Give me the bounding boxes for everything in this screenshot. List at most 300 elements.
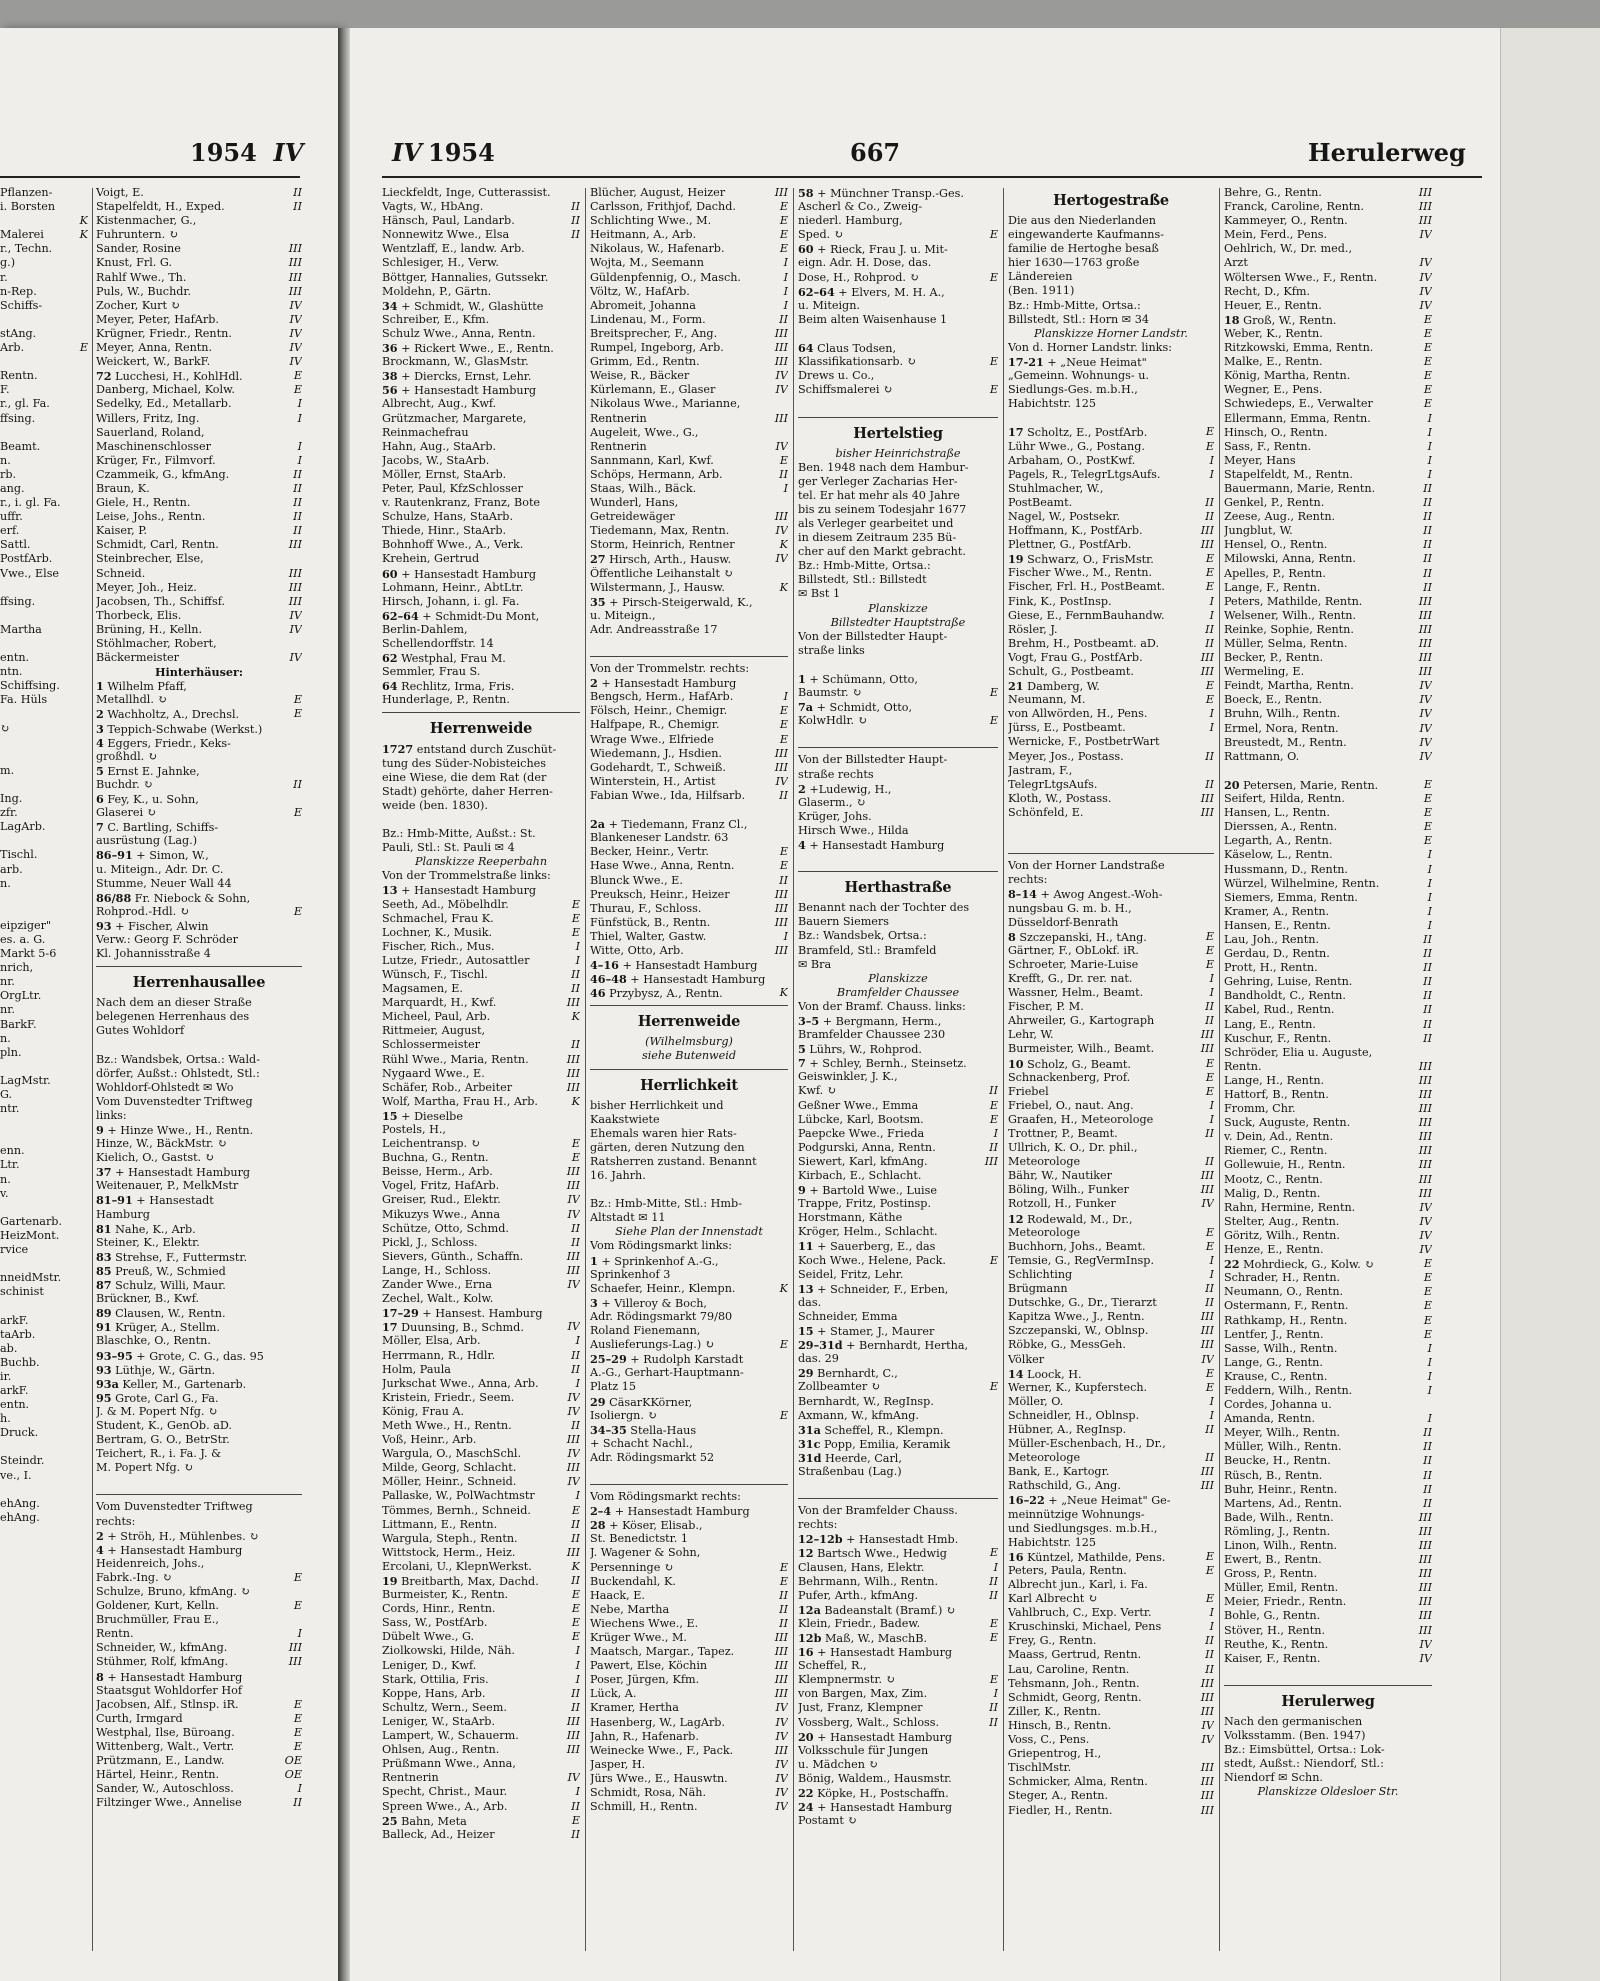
street-heading: Herthastraße [844, 879, 952, 897]
floor-code: E [779, 1408, 788, 1422]
directory-line [96, 623, 302, 637]
directory-line [382, 1208, 580, 1222]
directory-line [0, 1271, 88, 1285]
floor-code: E [989, 270, 998, 284]
floor-code: IV [1419, 1243, 1432, 1257]
entry-text: Getreidewäger [590, 510, 675, 524]
directory-line [382, 1532, 580, 1546]
directory-line [798, 186, 998, 200]
directory-line [798, 355, 998, 369]
directory-line [590, 1687, 788, 1701]
entry-text: Goldener, Kurt, Kelln. [96, 1599, 219, 1613]
directory-line [382, 1024, 580, 1038]
floor-code: E [779, 1338, 788, 1352]
floor-code: III [288, 538, 302, 552]
entry-text: Schiffsmalerei ↻ [798, 383, 893, 397]
entry-text: Bz.: Hmb-Mitte, Außst.: St. [382, 827, 536, 841]
floor-code: II [1423, 989, 1432, 1003]
directory-line [382, 186, 580, 200]
directory-line [96, 524, 302, 538]
house-number: 58 [798, 186, 814, 200]
entry-text: Sped. ↻ [798, 228, 844, 242]
entry-text: Bähr, W., Nautiker [1008, 1169, 1113, 1183]
entry-text: Buhr, Heinr., Rentn. [1224, 1482, 1338, 1496]
entry-text: Kistenmacher, G., [96, 214, 197, 228]
entry-text: Graafen, H., Meteorologe [1008, 1112, 1154, 1126]
house-number: 3–5 [798, 1013, 820, 1028]
directory-line [382, 813, 580, 827]
entry-text: ab. [0, 1341, 18, 1355]
entry-text: Schwiedeps, E., Verwalter [1224, 397, 1373, 411]
floor-code: IV [567, 1278, 580, 1292]
directory-line [798, 824, 998, 838]
entry-text: St. Benedictstr. 1 [590, 1532, 689, 1546]
directory-line [0, 1003, 88, 1017]
floor-code: I [1427, 890, 1432, 904]
entry-text: Stumme, Neuer Wall 44 [96, 876, 232, 890]
entry-text: Horstmann, Käthe [798, 1211, 903, 1225]
entry-text: Wunderl, Hans, [590, 496, 679, 510]
entry-text: Stark, Ottilia, Fris. [382, 1672, 489, 1686]
floor-code: I [1209, 1620, 1214, 1634]
entry-text: Marquardt, H., Kwf. [382, 996, 497, 1010]
entry-text: Preuß, W., Schmied [115, 1264, 226, 1278]
directory-line [382, 595, 580, 609]
directory-line [1008, 679, 1214, 693]
entry-text: Wünsch, F., Tischl. [382, 967, 488, 981]
column-3 [798, 186, 998, 1961]
floor-code: III [288, 1655, 302, 1669]
house-number: 20 [1224, 777, 1240, 792]
entry-text: + Villeroy & Boch, [601, 1296, 707, 1310]
directory-line [0, 722, 88, 736]
entry-text: Henze, E., Rentn. [1224, 1243, 1324, 1257]
entry-text: Rodewald, M., Dr., [1027, 1212, 1133, 1226]
directory-line [798, 369, 998, 383]
left-header-district: IV [273, 138, 304, 167]
entry-text: Schreiber, E., Kfm. [382, 312, 490, 326]
floor-code: E [779, 1560, 788, 1574]
floor-code: I [1209, 594, 1214, 608]
house-number: 3 [590, 1295, 598, 1310]
directory-line [1224, 1243, 1432, 1257]
directory-line [0, 1342, 88, 1356]
directory-line [798, 1000, 998, 1014]
entry-text: Hamburg [96, 1207, 150, 1221]
floor-code: K [779, 1281, 788, 1295]
entry-text: Rahn, Hermine, Rentn. [1224, 1200, 1356, 1214]
plan-reference: Planskizze [868, 601, 928, 615]
directory-line [96, 1726, 302, 1740]
directory-line [0, 679, 88, 693]
entry-text: in diesem Zeitraum 235 Bü- [798, 531, 957, 545]
entry-text: Grützmacher, Margarete, [382, 411, 527, 425]
directory-line [1008, 1536, 1214, 1550]
house-number: 15 [382, 1108, 398, 1123]
entry-text: Lau, Joh., Rentn. [1224, 932, 1320, 946]
entry-text: Rattmann, O. [1224, 749, 1300, 763]
directory-line [590, 1561, 788, 1575]
directory-line [1008, 566, 1214, 580]
floor-code: III [1418, 1623, 1432, 1637]
entry-text: Oehlrich, W., Dr. med., [1224, 242, 1352, 256]
entry-text: Röbke, G., MessGeh. [1008, 1338, 1126, 1352]
directory-line [798, 714, 998, 728]
house-number: 81 [96, 1221, 112, 1236]
directory-line [1224, 750, 1432, 764]
directory-line [798, 796, 998, 810]
directory-line [0, 651, 88, 665]
floor-code: E [571, 1616, 580, 1630]
entry-text: nr. [0, 1003, 15, 1017]
entry-text: dörfer, Außst.: Ohlstedt, Stl.: [96, 1066, 260, 1080]
entry-text: Hensel, O., Rentn. [1224, 538, 1328, 552]
floor-code: E [989, 686, 998, 700]
house-number: 62–64 [798, 284, 835, 299]
entry-text: Sannmann, Karl, Kwf. [590, 453, 714, 467]
directory-line [590, 1155, 788, 1169]
floor-code: III [1418, 1102, 1432, 1116]
entry-text: es. a. G. [0, 932, 46, 946]
entry-text: entstand durch Zuschüt- [416, 743, 557, 757]
entry-text: Wegner, E., Pens. [1224, 383, 1323, 397]
directory-line [1224, 1018, 1432, 1032]
directory-line [382, 869, 580, 883]
entry-text: straße links [798, 643, 865, 657]
entry-text: Malerei [0, 228, 44, 242]
directory-line [1008, 707, 1214, 721]
directory-line [0, 1173, 88, 1187]
entry-text: Hattorf, B., Rentn. [1224, 1088, 1329, 1101]
entry-text: u. Miteign., Adr. Dr. C. [96, 862, 224, 876]
entry-text: + Hansestadt Hmb. [846, 1533, 959, 1547]
entry-text: Giele, H., Rentn. [96, 496, 191, 510]
directory-line [1224, 665, 1432, 679]
floor-code: IV [289, 326, 302, 340]
entry-text: Hinze, W., BäckMstr. ↻ [96, 1137, 227, 1151]
directory-line [1008, 270, 1214, 284]
directory-line [0, 524, 88, 538]
directory-line [0, 341, 88, 355]
entry-text: Stapelfeldt, H., Exped. [96, 200, 225, 214]
directory-line [382, 1109, 580, 1123]
directory-line [96, 426, 302, 440]
entry-text: M. Popert Nfg. ↻ [96, 1461, 194, 1475]
floor-code: III [288, 1641, 302, 1655]
directory-line [0, 426, 88, 440]
directory-line [96, 1038, 302, 1052]
floor-code: E [293, 1725, 302, 1739]
directory-line [798, 1324, 998, 1338]
directory-line [96, 863, 302, 877]
directory-line [590, 1113, 788, 1127]
directory-line [590, 1490, 788, 1504]
entry-text: Heuer, E., Rentn. [1224, 298, 1322, 312]
entry-text: eingewanderte Kaufmanns- [1008, 228, 1165, 242]
directory-line [1224, 369, 1432, 383]
entry-text: Wassner, Helm., Beamt. [1008, 986, 1144, 1000]
directory-line [1224, 1511, 1432, 1525]
entry-text: Bauern Siemers [798, 915, 890, 929]
directory-line [590, 397, 788, 411]
directory-line [96, 341, 302, 355]
entry-text: ger Verleger Zacharias Her- [798, 474, 958, 488]
directory-line [1224, 256, 1432, 270]
floor-code: I [1209, 467, 1214, 481]
entry-text: + Hansestadt Hamburg [107, 1543, 243, 1557]
directory-line [798, 1338, 998, 1352]
section-divider [1008, 853, 1214, 854]
directory-line [590, 1730, 788, 1744]
floor-code: III [566, 1165, 580, 1179]
directory-line [798, 1465, 998, 1479]
directory-line [590, 1282, 788, 1296]
floor-code: E [571, 911, 580, 925]
entry-text: Lange, F., Rentn. [1224, 580, 1321, 594]
entry-text: + Schmidt, Otto, [816, 701, 913, 715]
entry-text: Roland Fienemann, [590, 1324, 701, 1338]
floor-code: III [566, 1545, 580, 1559]
entry-text: Hansen, L., Rentn. [1224, 806, 1330, 820]
entry-text: Malig, D., Rentn. [1224, 1186, 1321, 1200]
floor-code: III [1200, 1169, 1214, 1183]
entry-text: Fabian Wwe., Ida, Hilfsarb. [590, 788, 746, 802]
directory-line [0, 595, 88, 609]
directory-line [1008, 1254, 1214, 1268]
entry-text: Nahe, K., Arb. [115, 1222, 196, 1236]
directory-line [1008, 930, 1214, 944]
directory-line [1008, 1000, 1214, 1014]
floor-code: III [774, 1631, 788, 1644]
entry-text: Von der Billstedter Haupt- [798, 629, 948, 643]
house-number: 4 [96, 735, 104, 750]
directory-line [1224, 1553, 1432, 1567]
directory-line [96, 214, 302, 228]
directory-line [382, 454, 580, 468]
entry-text: Zocher, Kurt ↻ [96, 298, 180, 312]
left-page [0, 28, 340, 1981]
directory-line [1224, 848, 1432, 862]
plan-reference: Planskizze Reeperbahn [414, 855, 548, 869]
entry-text: Reinke, Sophie, Rentn. [1224, 622, 1354, 636]
directory-line [382, 1828, 580, 1842]
floor-code: E [293, 806, 302, 820]
directory-line [96, 567, 302, 581]
floor-code: I [783, 929, 788, 943]
directory-line [96, 1109, 302, 1123]
floor-code: III [1200, 1310, 1214, 1324]
directory-line [590, 930, 788, 944]
floor-code: II [1205, 622, 1214, 636]
directory-line [0, 933, 88, 947]
directory-line [798, 1155, 998, 1169]
entry-text: + Hansestadt Hamburg [601, 677, 737, 691]
floor-code: IV [567, 1207, 580, 1221]
directory-line [0, 1243, 88, 1257]
entry-text: ang. [0, 481, 25, 495]
directory-line [0, 778, 88, 792]
entry-text: Paepcke Wwe., Frieda [798, 1126, 925, 1140]
entry-text: Niendorf ✉ Schn. [1224, 1771, 1323, 1785]
entry-text: Welsener, Wilh., Rentn. [1224, 608, 1357, 622]
directory-line [0, 947, 88, 961]
entry-text: TelegrLtgsAufs. [1008, 777, 1098, 791]
entry-text: Schneidler, H., Oblnsp. [1008, 1408, 1140, 1422]
section-divider [590, 1069, 788, 1070]
directory-line [1224, 947, 1432, 961]
directory-line [1008, 609, 1214, 623]
entry-text: Nikolaus, W., Hafenarb. [590, 242, 725, 256]
entry-text: Moldehn, P., Gärtn. [382, 284, 492, 298]
entry-text: Rotzoll, H., Funker [1008, 1197, 1116, 1211]
floor-code: E [1423, 1271, 1432, 1285]
directory-line [590, 1296, 788, 1310]
entry-text: Nebe, Martha [590, 1602, 670, 1616]
entry-text: Schulze, Hans, StaArb. [382, 510, 514, 524]
directory-line [382, 1644, 580, 1658]
directory-line [798, 1800, 998, 1814]
floor-code: II [779, 467, 788, 481]
directory-line [96, 1768, 302, 1782]
floor-code: E [1423, 777, 1432, 791]
floor-code: III [566, 996, 580, 1010]
directory-line [1224, 820, 1432, 834]
directory-line [382, 1137, 580, 1151]
house-number: 5 [798, 1042, 806, 1057]
floor-code: E [779, 200, 788, 214]
directory-line [0, 1074, 88, 1088]
entry-text: Scheffel, R., [798, 1659, 867, 1673]
floor-code: III [774, 355, 788, 369]
entry-text: Habichtstr. 125 [1008, 397, 1096, 411]
directory-line [96, 581, 302, 595]
floor-code: III [1200, 1324, 1214, 1338]
directory-line [1008, 454, 1214, 468]
directory-line [1224, 1130, 1432, 1144]
directory-line [798, 915, 998, 929]
entry-text: Heitmann, A., Arb. [590, 228, 697, 242]
directory-line [590, 510, 788, 524]
floor-code: E [779, 704, 788, 718]
entry-text: Schlossermeister [382, 1038, 480, 1052]
entry-text: Vwe., Else [0, 566, 60, 580]
directory-line [1224, 1595, 1432, 1609]
entry-text: Burmeister, K., Rentn. [382, 1588, 509, 1602]
entry-text: rechts: [1008, 873, 1048, 887]
directory-line [1224, 1426, 1432, 1440]
directory-line [382, 1475, 580, 1489]
entry-text: Hinsch, O., Rentn. [1224, 425, 1328, 439]
directory-line [96, 1165, 302, 1179]
floor-code: I [993, 1560, 998, 1574]
directory-line [1008, 1071, 1214, 1085]
directory-line [1008, 873, 1214, 887]
entry-text: Drews u. Co., [798, 369, 875, 383]
directory-line [382, 757, 580, 771]
floor-code: E [1205, 1380, 1214, 1394]
directory-line [96, 1543, 302, 1557]
floor-code: IV [567, 1390, 580, 1404]
directory-line [798, 944, 998, 958]
floor-code: III [1418, 1609, 1432, 1623]
entry-text: Die aus den Niederlanden [1008, 214, 1156, 227]
house-number: 8 [1008, 929, 1016, 944]
directory-line [0, 228, 88, 242]
directory-line [0, 877, 88, 891]
directory-line [590, 1786, 788, 1800]
entry-text: Rentnerin [590, 411, 647, 425]
house-number: 31d [798, 1450, 822, 1465]
entry-text: Jacobsen, Alf., Stlnsp. iR. [96, 1697, 239, 1711]
floor-code: II [293, 1796, 302, 1810]
floor-code: I [1209, 1267, 1214, 1281]
directory-line [590, 369, 788, 383]
directory-line [96, 1712, 302, 1726]
directory-line [590, 285, 788, 299]
directory-line [382, 883, 580, 897]
directory-line [0, 1032, 88, 1046]
directory-line [96, 1236, 302, 1250]
directory-line [96, 1447, 302, 1461]
floor-code: III [1418, 1581, 1432, 1595]
section-divider [798, 871, 998, 872]
floor-code: IV [775, 1800, 788, 1814]
entry-text: OrgLtr. [0, 989, 42, 1003]
entry-text: Vogel, Fritz, HafArb. [382, 1179, 500, 1193]
floor-code: K [79, 228, 88, 242]
directory-line [0, 412, 88, 426]
directory-line [96, 1529, 302, 1543]
directory-line [1224, 1743, 1432, 1757]
entry-text: Sauerland, Roland, [96, 425, 205, 439]
entry-text: r., Techn. [0, 242, 53, 256]
house-number: 10 [1008, 1056, 1024, 1071]
directory-line [0, 581, 88, 595]
directory-line [590, 944, 788, 958]
directory-line [382, 1391, 580, 1405]
directory-line [590, 214, 788, 228]
entry-text: Kramer, A., Rentn. [1224, 904, 1330, 918]
directory-line [590, 1169, 788, 1183]
entry-text: Preuksch, Heinr., Heizer [590, 887, 730, 901]
directory-line [382, 1264, 580, 1278]
entry-text: Lührs, W., Rohprod. [809, 1043, 922, 1057]
entry-text: Lang, E., Rentn. [1224, 1017, 1316, 1031]
floor-code: IV [567, 1771, 580, 1785]
section-divider [590, 1484, 788, 1485]
directory-line [1224, 242, 1432, 256]
directory-line [590, 845, 788, 859]
entry-text: Schulz Wwe., Anna, Rentn. [382, 326, 536, 340]
directory-line [0, 1384, 88, 1398]
house-number: 9 [798, 1183, 806, 1198]
entry-text: Just, Franz, Klempner [798, 1701, 923, 1715]
directory-line [96, 1081, 302, 1095]
floor-code: III [1200, 791, 1214, 805]
entry-text: Martens, Ad., Rentn. [1224, 1496, 1343, 1510]
house-number: 17 [382, 1320, 398, 1335]
directory-line [798, 700, 998, 714]
floor-code: II [571, 1517, 580, 1531]
directory-line [0, 1215, 88, 1229]
entry-text: + Schneider, F., Erben, [817, 1282, 949, 1296]
entry-text: Von der Trommelstraße links: [382, 869, 551, 883]
entry-text: Gehring, Luise, Rentn. [1224, 975, 1353, 989]
section-divider [590, 1005, 788, 1006]
directory-line [1224, 1483, 1432, 1497]
floor-code: E [1205, 1070, 1214, 1084]
entry-text: Wolf, Martha, Frau H., Arb. [382, 1094, 538, 1108]
